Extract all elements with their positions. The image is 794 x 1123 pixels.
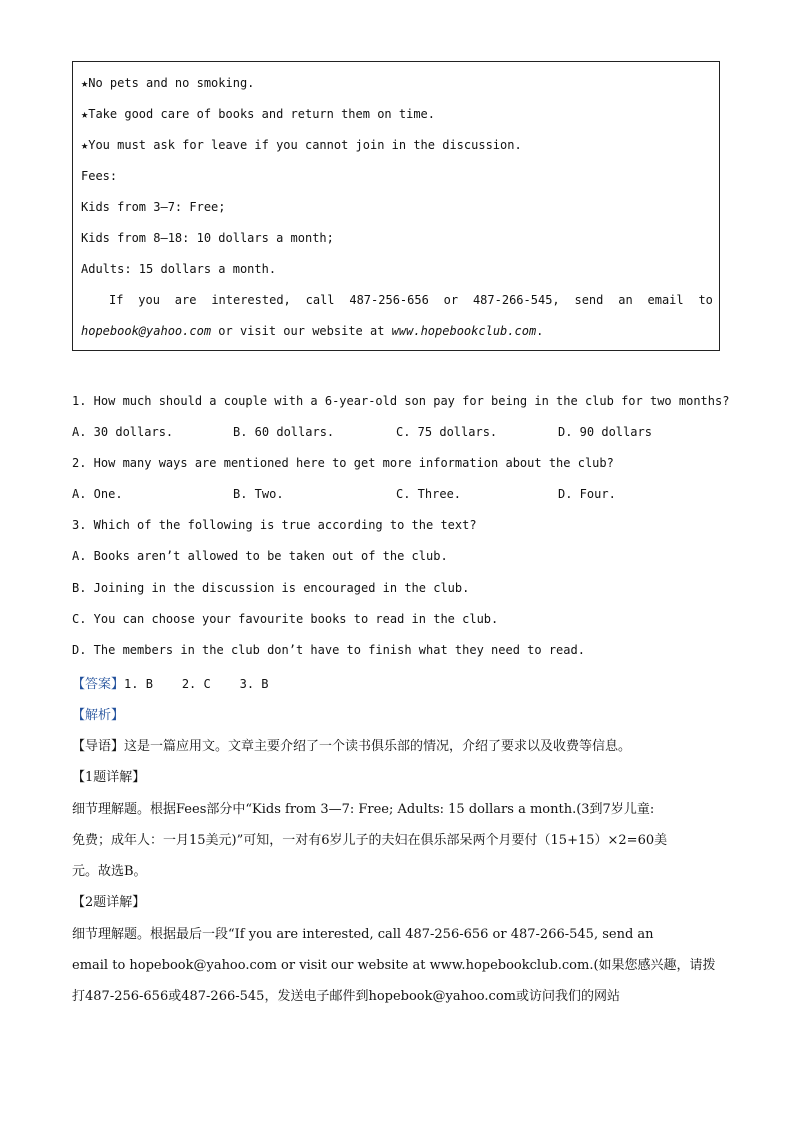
closing-word: an	[618, 293, 633, 307]
guide-text: 这是一篇应用文。文章主要介绍了一个读书俱乐部的情况，介绍了要求以及收费等信息。	[124, 739, 632, 754]
question-2-stem: 2. How many ways are mentioned here to get more information about the club?	[72, 456, 614, 470]
rule-ask-leave: ★You must ask for leave if you cannot join in the discussion.	[81, 138, 522, 152]
question-3-option-c: C. You can choose your favourite books to read in the club.	[72, 612, 499, 626]
email-link: hopebook@yahoo.com	[81, 324, 212, 338]
question-2-option-c: C. Three.	[396, 487, 462, 501]
closing-paragraph-line1	[109, 293, 713, 307]
closing-mid: or visit our website at	[211, 324, 392, 338]
q2-detail-line-1: 细节理解题。根据最后一段“If you are interested, call 487-256-656 or 487-266-545, send an	[72, 927, 654, 942]
phone-number-2: 487-266-545,	[472, 293, 560, 307]
question-1-stem: 1. How much should a couple with a 6-year-old son pay for being in the club for two months?	[72, 394, 730, 408]
closing-word: are	[174, 293, 197, 307]
rule-care-books: ★Take good care of books and return them on time.	[81, 107, 436, 121]
question-3-stem: 3. Which of the following is true according to the text?	[72, 518, 477, 532]
closing-word: If	[109, 293, 124, 307]
answer-line	[72, 673, 269, 692]
closing-word: or	[443, 293, 459, 307]
closing-word: you	[138, 293, 160, 307]
q2-detail-line-3: 打487-256-656或487-266-545，发送电子邮件到hopebook@yahoo.com或访问我们的网站	[72, 989, 620, 1004]
fees-heading: Fees:	[81, 169, 118, 183]
q1-detail-label: 【1题详解】	[72, 770, 146, 785]
analysis-label: 【解析】	[72, 708, 125, 723]
question-2-option-a: A. One.	[72, 487, 123, 501]
q2-detail-label: 【2题详解】	[72, 895, 146, 910]
question-2-option-b: B. Two.	[233, 487, 284, 501]
guide-label: 【导语】	[72, 739, 125, 754]
phone-number-1: 487-256-656	[349, 293, 429, 307]
question-1-option-c: C. 75 dollars.	[396, 425, 498, 439]
guide-line	[72, 735, 631, 754]
q1-detail-line-3: 元。故选B。	[72, 864, 147, 879]
question-3-option-d: D. The members in the club don’t have to finish what they need to read.	[72, 643, 585, 657]
rule-no-pets: ★No pets and no smoking.	[81, 76, 255, 90]
closing-word: call	[305, 293, 335, 307]
question-2-option-d: D. Four.	[558, 487, 616, 501]
fee-kids-3-7: Kids from 3—7: Free;	[81, 200, 226, 214]
fee-adults: Adults: 15 dollars a month.	[81, 262, 277, 276]
question-1-option-b: B. 60 dollars.	[233, 425, 335, 439]
fee-kids-8-18: Kids from 8—18: 10 dollars a month;	[81, 231, 334, 245]
closing-word: interested,	[211, 293, 291, 307]
question-1-option-d: D. 90 dollars	[558, 425, 652, 439]
question-3-option-a: A. Books aren’t allowed to be taken out of the club.	[72, 549, 448, 563]
q2-detail-line-2: email to hopebook@yahoo.com or visit our website at www.hopebookclub.com.(如果您感兴趣，请拨	[72, 958, 716, 973]
q1-detail-line-2: 免费；成年人：一月15美元)”可知，一对有6岁儿子的夫妇在俱乐部呆两个月要付（15+15）×2=60美	[72, 833, 668, 848]
website-link: www.hopebookclub.com	[391, 324, 537, 338]
q1-detail-line-1: 细节理解题。根据Fees部分中“Kids from 3—7: Free; Adults: 15 dollars a month.(3到7岁儿童:	[72, 802, 655, 817]
answer-text: 1. B 2. C 3. B	[124, 677, 269, 691]
question-1-option-a: A. 30 dollars.	[72, 425, 174, 439]
closing-word: email	[647, 293, 684, 307]
answer-label: 【答案】	[72, 677, 125, 692]
closing-word: send	[574, 293, 604, 307]
passage-box	[72, 61, 720, 351]
closing-word: to	[698, 293, 713, 307]
closing-end: .	[536, 324, 544, 338]
question-3-option-b: B. Joining in the discussion is encouraged in the club.	[72, 581, 470, 595]
closing-paragraph-line2	[81, 324, 543, 338]
